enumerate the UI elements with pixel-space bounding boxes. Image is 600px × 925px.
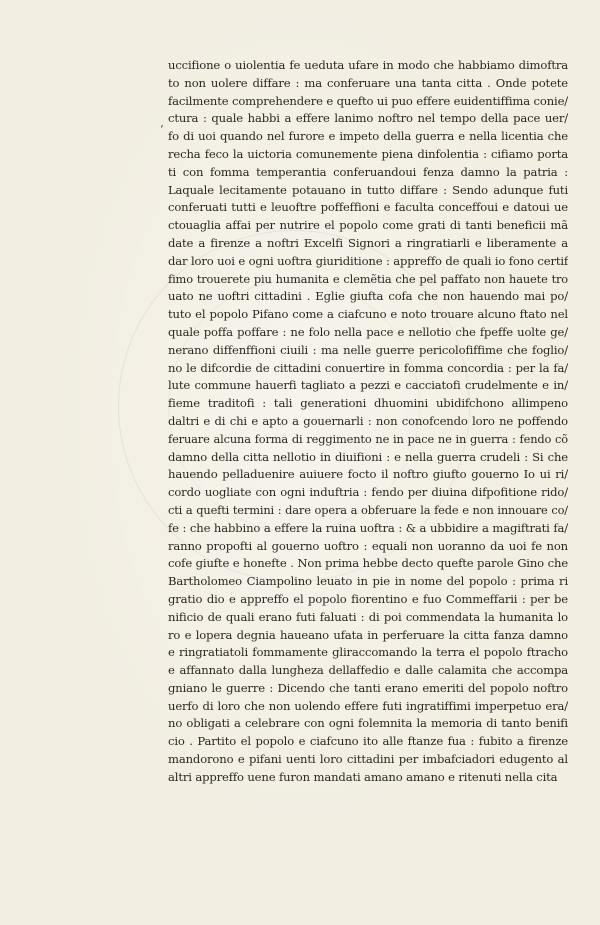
text-line: cofe giufte e honefte . Non prima hebbe decto quefte parole Gino che	[168, 556, 568, 571]
text-line: damno della citta nellotio in diuifioni : e nella guerra crudeli : Si che	[168, 449, 568, 464]
text-line: date a firenze a noftri Excelfi Signori a ringratiarli e liberamente a	[168, 235, 568, 250]
text-line: feruare alcuna forma di reggimento ne in pace ne in guerra : fendo cõ	[168, 431, 568, 446]
text-line: e affannato dalla lungheza dellaffedio e dalle calamita che accompa	[168, 663, 568, 678]
text-line: ctura : quale habbi a effere lanimo noftro nel tempo della pace uer∕	[168, 111, 568, 126]
text-line: no le difcordie de cittadini conuertire in fomma concordia : per la fa∕	[168, 360, 568, 375]
text-line: ctouaglia affai per nutrire el popolo come grati di tanti beneficii mã	[168, 218, 568, 233]
text-line: fo di uoi quando nel furore e impeto della guerra e nella licentia che	[168, 129, 568, 144]
text-line: ro e lopera degnia haueano ufata in perferuare la citta fanza damno	[168, 627, 568, 642]
text-line: Laquale lecitamente potauano in tutto diffare : Sendo adunque futi	[168, 182, 568, 197]
text-line: uccifione o uiolentia fe ueduta ufare in modo che habbiamo dimoftra	[168, 58, 568, 72]
text-line: no obligati a celebrare con ogni folemnita la memoria di tanto benifi	[168, 716, 568, 731]
text-line: nerano diffenffioni ciuili : ma nelle guerre pericolofiffime che foglio∕	[168, 342, 568, 357]
text-line: fe : che habbino a effere la ruina uoftra : & a ubbidire a magiftrati fa∕	[168, 520, 568, 535]
text-line: altri appreffo uene furon mandati amano amano e ritenuti nella cita	[168, 769, 558, 784]
text-line: Bartholomeo Ciampolino leuato in pie in nome del popolo : prima ri	[168, 574, 568, 589]
text-line: cti a quefti termini : dare opera a obferuare la fede e non innouare co∕	[168, 502, 568, 517]
text-line: quale poffa poffare : ne folo nella pace e nellotio che fpeffe uolte ge∕	[168, 324, 568, 339]
text-line: ranno propofti al gouerno uoftro : equali non uoranno da uoi fe non	[168, 538, 568, 553]
text-line: fieme traditofi : tali generationi dhuomini ubidifchono allimpeno	[168, 396, 568, 411]
text-line: uerfo di loro che non uolendo effere futi ingratiffimi imperpetuo era∕	[168, 698, 568, 713]
text-line: mandorono e pifani uenti loro cittadini per imbafciadori edugento al	[168, 752, 568, 767]
text-line: ti con fomma temperantia conferuandoui fenza damno la patria :	[168, 164, 568, 179]
text-line: hauendo pelladuenire auiuere focto il noftro giufto gouerno Io ui ri∕	[168, 467, 568, 482]
text-line: facilmente comprehendere e quefto ui puo effere euidentiffima conie∕	[168, 93, 568, 108]
margin-mark: ‘	[160, 123, 164, 136]
text-line: gratio dio e appreffo el popolo fiorentino e fuo Commeffarii : per be	[168, 591, 568, 606]
text-line: to non uolere diffare : ma conferuare una tanta citta . Onde potete	[168, 75, 568, 90]
text-line: fimo trouerete piu humanita e clemẽtia che pel paffato non hauete tro	[168, 271, 568, 286]
text-line: uato ne uoftri cittadini . Eglie giufta cofa che non hauendo mai po∕	[168, 289, 568, 304]
text-line: e ringratiatoli fommamente gliraccomando la terra el popolo ftracho	[168, 645, 568, 660]
text-line: daltri e di chi e apto a gouernarli : non conofcendo loro ne poffendo	[168, 413, 568, 428]
text-line: nificio de quali erano futi faluati : di poi commendata la humanita lo	[168, 609, 568, 624]
text-line: gniano le guerre : Dicendo che tanti erano emeriti del popolo noftro	[168, 680, 568, 695]
text-line: lute commune hauerfi tagliato a pezzi e cacciatofi crudelmente e in∕	[168, 378, 568, 393]
text-line: tuto el popolo Pifano come a ciafcuno e noto trouare alcuno ftato nel	[168, 307, 568, 322]
text-line: cordo uogliate con ogni induftria : fendo per diuina difpofitione rido∕	[168, 485, 568, 500]
text-line: dar loro uoi e ogni uoftra giuriditione : appreffo de quali io fono certif	[168, 253, 568, 268]
text-block	[168, 57, 568, 787]
text-line: conferuati tutti e leuoftre poffeffioni e faculta conceffoui e datoui ue	[168, 200, 568, 215]
text-line: cio . Partito el popolo e ciafcuno ito alle ftanze fua : fubito a firenze	[168, 734, 568, 749]
text-line: recha feco la uictoria comunemente piena dinfolentia : cifiamo porta	[168, 146, 568, 161]
